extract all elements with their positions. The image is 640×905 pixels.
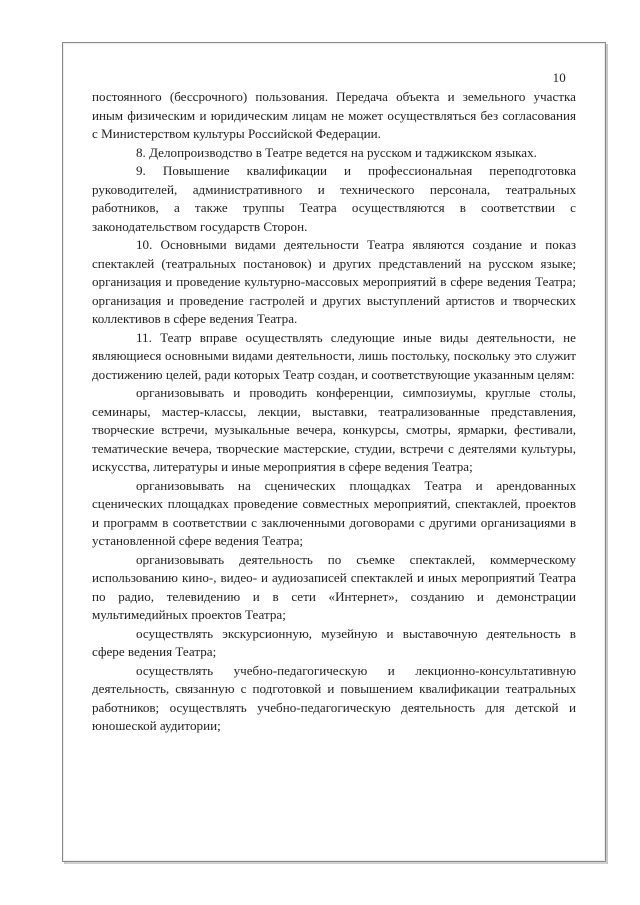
paragraph-11-other-activities: 11. Театр вправе осуществлять следующие иные виды деятельности, не являющиеся основными видами деятельности, лишь постольку, поскольку это служит достижению целей, ради которых Театр создан, и соответствующие указанным целям: <box>92 329 576 382</box>
document-body <box>92 88 576 736</box>
paragraph-10-main-activities: 10. Основными видами деятельности Театра являются создание и показ спектаклей (театральных постановок) и других представлений на русском языке; организация и проведение культурно-массовых мероприятий в сфере ведения Театра; организация и проведение гастролей и других выступлений артистов и творческих коллективов в сфере ведения Театра. <box>92 237 576 326</box>
page-number: 10 <box>552 70 566 85</box>
paragraph-9-qualification: 9. Повышение квалификации и профессиональная переподготовка руководителей, административного и технического персонала, театральных работников, а также труппы Театра осуществляются в соответствии с законодательством государств Сторон. <box>92 163 576 234</box>
list-item-filming: организовывать деятельность по съемке спектаклей, коммерческому использованию кино-, видео- и аудиозаписей спектаклей и иных мероприятий Театра по радио, телевидению и в сети «Интернет», созданию и демонстрации мультимедийных проектов Театра; <box>92 551 576 622</box>
list-item-excursions: осуществлять экскурсионную, музейную и выставочную деятельность в сфере ведения Театра; <box>92 625 576 659</box>
paragraph-8-record-keeping: 8. Делопроизводство в Театре ведется на русском и таджикском языках. <box>136 144 537 160</box>
list-item-joint-events: организовывать на сценических площадках Театра и арендованных сценических площадках проведение совместных мероприятий, спектаклей, проектов и программ в соответствии с заключенными договорами с другими организациями в установленной сфере ведения Театра; <box>92 477 576 548</box>
list-item-education: осуществлять учебно-педагогическую и лекционно-консультативную деятельность, связанную с подготовкой и повышением квалификации театральных работников; осуществлять учебно-педагогическую деятельность для детской и юношеской аудитории; <box>92 662 576 733</box>
page-border-shadow <box>66 862 606 864</box>
paragraph-continuation: постоянного (бессрочного) пользования. Передача объекта и земельного участка иным физическим и юридическим лицам не может осуществляться без согласования с Министерством культуры Российской Федерации. <box>92 89 576 141</box>
list-item-conferences: организовывать и проводить конференции, симпозиумы, круглые столы, семинары, мастер-классы, лекции, выставки, театрализованные представления, творческие встречи, музыкальные вечера, конкурсы, смотры, ярмарки, фестивали, тематические вечера, творческие мастерские, студии, встречи с деятелями культуры, искусства, литературы и иные мероприятия в сфере ведения Театра; <box>92 385 576 474</box>
